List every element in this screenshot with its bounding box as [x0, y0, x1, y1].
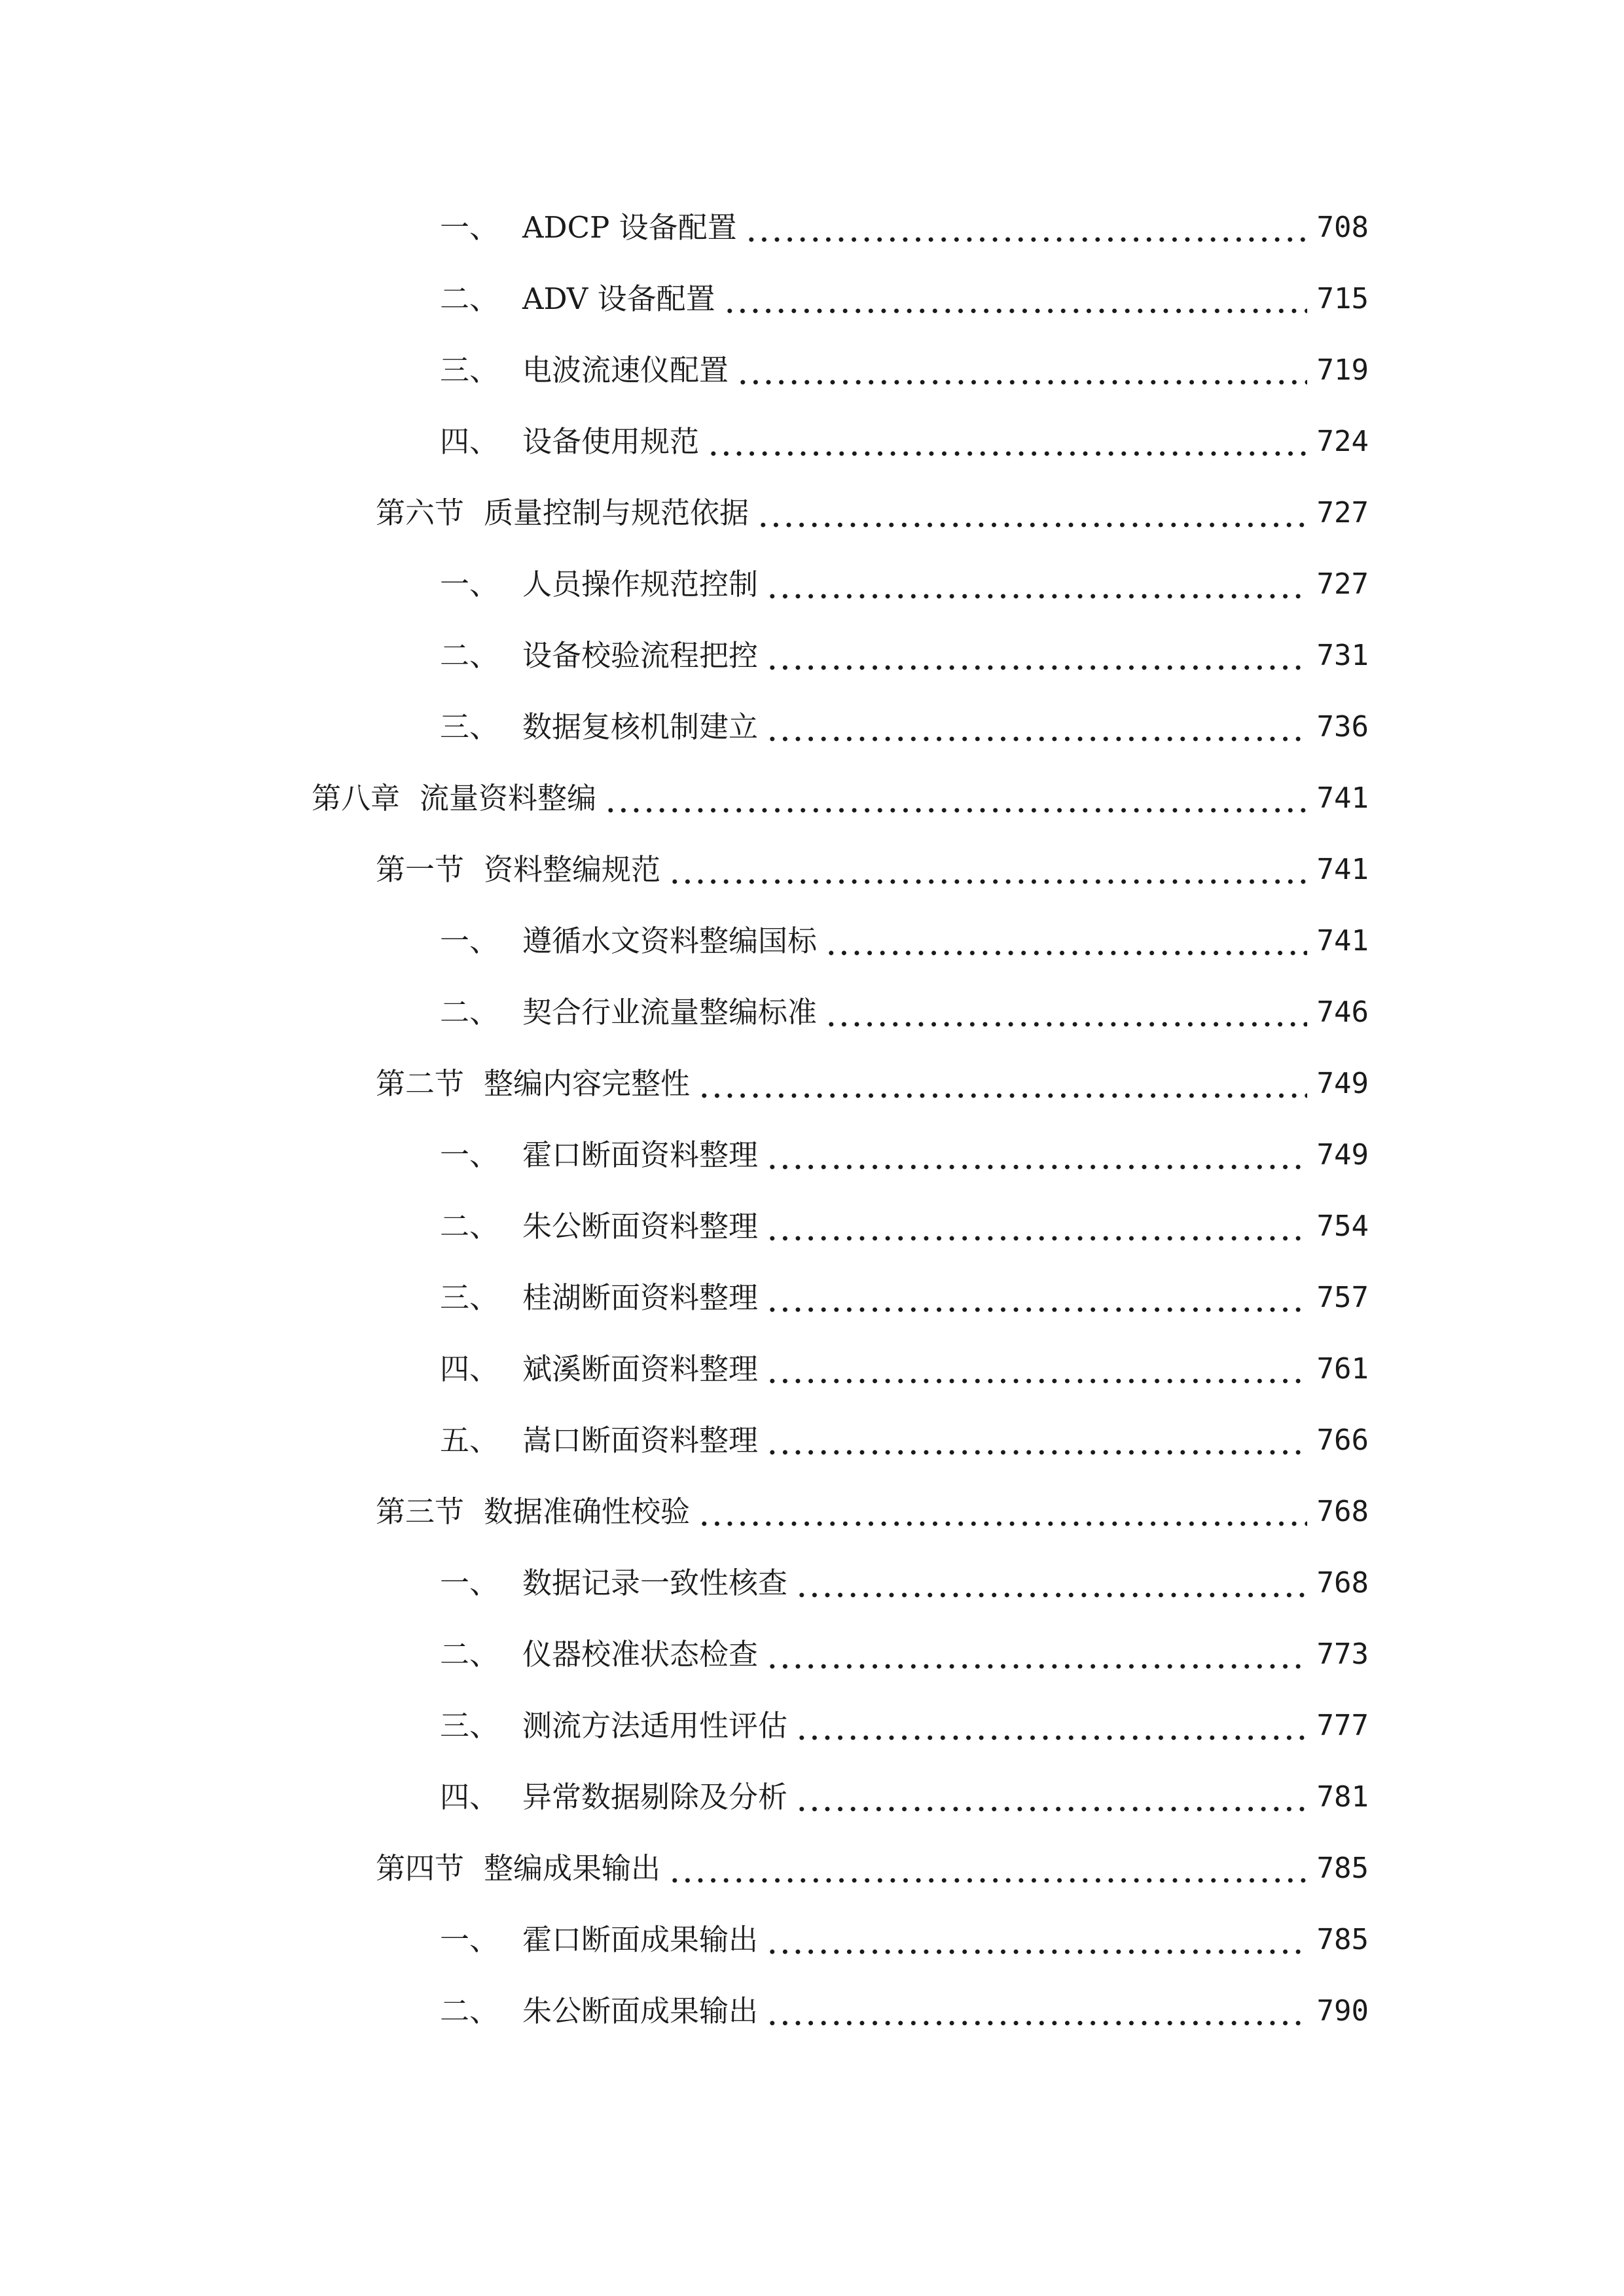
dot-leader	[795, 1557, 1307, 1609]
entry-page-number: 781	[1316, 1780, 1369, 1814]
toc-entry[interactable]	[440, 1914, 1369, 1966]
entry-number: 一、	[440, 1566, 499, 1600]
entry-page-number: 785	[1316, 1852, 1369, 1885]
toc-entry[interactable]	[312, 772, 1369, 825]
entry-number: 第八章	[312, 781, 401, 816]
dot-leader	[825, 986, 1307, 1039]
dot-leader	[825, 915, 1307, 967]
entry-title: 桂湖断面资料整理	[522, 1280, 759, 1315]
dot-leader	[795, 1700, 1307, 1752]
entry-title: 整编内容完整性	[484, 1066, 691, 1101]
entry-title: 数据复核机制建立	[522, 709, 759, 744]
entry-title: ADCP 设备配置	[522, 210, 737, 245]
entry-title: 资料整编规范	[484, 852, 661, 887]
entry-number: 二、	[440, 638, 499, 673]
toc-entry[interactable]	[440, 986, 1369, 1039]
toc-entry[interactable]	[440, 1700, 1369, 1752]
entry-number: 五、	[440, 1423, 499, 1458]
toc-entry[interactable]	[440, 1272, 1369, 1324]
entry-number: 第二节	[376, 1066, 465, 1101]
dot-leader	[766, 1200, 1307, 1253]
dot-leader	[698, 1058, 1307, 1110]
entry-number: 二、	[440, 995, 499, 1030]
entry-number: 一、	[440, 1138, 499, 1172]
toc-entry[interactable]	[440, 1985, 1369, 2037]
entry-title: 霍口断面成果输出	[522, 1922, 759, 1957]
entry-title: 朱公断面成果输出	[522, 1994, 759, 2028]
entry-number: 一、	[440, 1922, 499, 1957]
entry-page-number: 731	[1316, 639, 1369, 672]
entry-page-number: 727	[1316, 567, 1369, 601]
entry-title: 数据记录一致性核查	[522, 1566, 788, 1600]
entry-page-number: 761	[1316, 1352, 1369, 1386]
entry-number: 一、	[440, 924, 499, 958]
dot-leader	[766, 1628, 1307, 1681]
entry-page-number: 715	[1316, 282, 1369, 315]
dot-leader	[766, 1272, 1307, 1324]
entry-number: 一、	[440, 210, 499, 245]
entry-title: 嵩口断面资料整理	[522, 1423, 759, 1458]
dot-leader	[766, 1414, 1307, 1467]
dot-leader	[766, 1914, 1307, 1966]
entry-title: 人员操作规范控制	[522, 567, 759, 601]
dot-leader	[723, 273, 1307, 325]
toc-entry[interactable]	[440, 915, 1369, 967]
entry-page-number: 757	[1316, 1281, 1369, 1314]
entry-page-number: 790	[1316, 1994, 1369, 2028]
entry-number: 三、	[440, 353, 499, 387]
entry-page-number: 785	[1316, 1923, 1369, 1956]
entry-number: 二、	[440, 1994, 499, 2028]
toc-entry[interactable]	[440, 630, 1369, 682]
entry-title: 电波流速仪配置	[522, 353, 729, 387]
toc-entry[interactable]	[440, 1628, 1369, 1681]
entry-number: 一、	[440, 567, 499, 601]
dot-leader	[795, 1771, 1307, 1823]
entry-title: 遵循水文资料整编国标	[522, 924, 818, 958]
dot-leader	[698, 1486, 1307, 1538]
toc-entry[interactable]	[440, 558, 1369, 611]
dot-leader	[766, 630, 1307, 682]
entry-title: 斌溪断面资料整理	[522, 1352, 759, 1386]
entry-number: 二、	[440, 1637, 499, 1672]
entry-title: 数据准确性校验	[484, 1494, 691, 1529]
entry-title: 朱公断面资料整理	[522, 1209, 759, 1244]
entry-page-number: 777	[1316, 1709, 1369, 1742]
dot-leader	[736, 344, 1307, 397]
dot-leader	[766, 1343, 1307, 1395]
entry-page-number: 749	[1316, 1138, 1369, 1172]
entry-page-number: 768	[1316, 1566, 1369, 1600]
entry-title: ADV 设备配置	[522, 281, 715, 316]
entry-title: 设备使用规范	[522, 424, 700, 459]
entry-title: 流量资料整编	[420, 781, 597, 816]
entry-number: 四、	[440, 424, 499, 459]
toc-entry[interactable]	[376, 844, 1369, 896]
entry-number: 四、	[440, 1780, 499, 1814]
entry-number: 二、	[440, 281, 499, 316]
entry-page-number: 773	[1316, 1638, 1369, 1671]
toc-entry[interactable]	[440, 1343, 1369, 1395]
dot-leader	[766, 558, 1307, 611]
entry-page-number: 724	[1316, 425, 1369, 458]
dot-leader	[604, 772, 1307, 825]
entry-number: 二、	[440, 1209, 499, 1244]
entry-page-number: 719	[1316, 353, 1369, 387]
entry-title: 契合行业流量整编标准	[522, 995, 818, 1030]
dot-leader	[766, 1985, 1307, 2037]
entry-page-number: 749	[1316, 1067, 1369, 1100]
entry-number: 第三节	[376, 1494, 465, 1529]
toc-entry[interactable]	[440, 416, 1369, 468]
entry-page-number: 741	[1316, 853, 1369, 886]
dot-leader	[766, 1129, 1307, 1181]
dot-leader	[668, 844, 1307, 896]
entry-title: 仪器校准状态检查	[522, 1637, 759, 1672]
dot-leader	[766, 701, 1307, 753]
entry-number: 三、	[440, 1280, 499, 1315]
entry-page-number: 736	[1316, 710, 1369, 744]
toc-entry[interactable]	[376, 1842, 1369, 1895]
dot-leader	[745, 202, 1307, 254]
toc-entry[interactable]	[440, 1771, 1369, 1823]
entry-title: 设备校验流程把控	[522, 638, 759, 673]
entry-number: 第六节	[376, 495, 465, 530]
entry-number: 第一节	[376, 852, 465, 887]
entry-page-number: 708	[1316, 211, 1369, 244]
dot-leader	[668, 1842, 1307, 1895]
toc-entry[interactable]	[440, 1129, 1369, 1181]
toc-entry[interactable]	[440, 1200, 1369, 1253]
toc-entry[interactable]	[440, 273, 1369, 325]
toc-entry[interactable]	[376, 1058, 1369, 1110]
entry-page-number: 766	[1316, 1424, 1369, 1457]
toc-entry[interactable]	[376, 1486, 1369, 1538]
entry-title: 质量控制与规范依据	[484, 495, 749, 530]
entry-number: 三、	[440, 1708, 499, 1743]
toc-entry[interactable]	[440, 1414, 1369, 1467]
entry-page-number: 768	[1316, 1495, 1369, 1528]
entry-title: 异常数据剔除及分析	[522, 1780, 788, 1814]
dot-leader	[757, 487, 1307, 539]
dot-leader	[707, 416, 1307, 468]
entry-number: 第四节	[376, 1851, 465, 1886]
entry-page-number: 727	[1316, 496, 1369, 529]
toc-entry[interactable]	[440, 344, 1369, 397]
entry-title: 整编成果输出	[484, 1851, 661, 1886]
entry-page-number: 741	[1316, 781, 1369, 815]
entry-page-number: 741	[1316, 924, 1369, 958]
entry-title: 霍口断面资料整理	[522, 1138, 759, 1172]
toc-entry[interactable]	[440, 202, 1369, 254]
entry-number: 三、	[440, 709, 499, 744]
entry-page-number: 746	[1316, 996, 1369, 1029]
entry-page-number: 754	[1316, 1210, 1369, 1243]
toc-entry[interactable]	[376, 487, 1369, 539]
toc-entry[interactable]	[440, 1557, 1369, 1609]
entry-number: 四、	[440, 1352, 499, 1386]
toc-entry[interactable]	[440, 701, 1369, 753]
entry-title: 测流方法适用性评估	[522, 1708, 788, 1743]
